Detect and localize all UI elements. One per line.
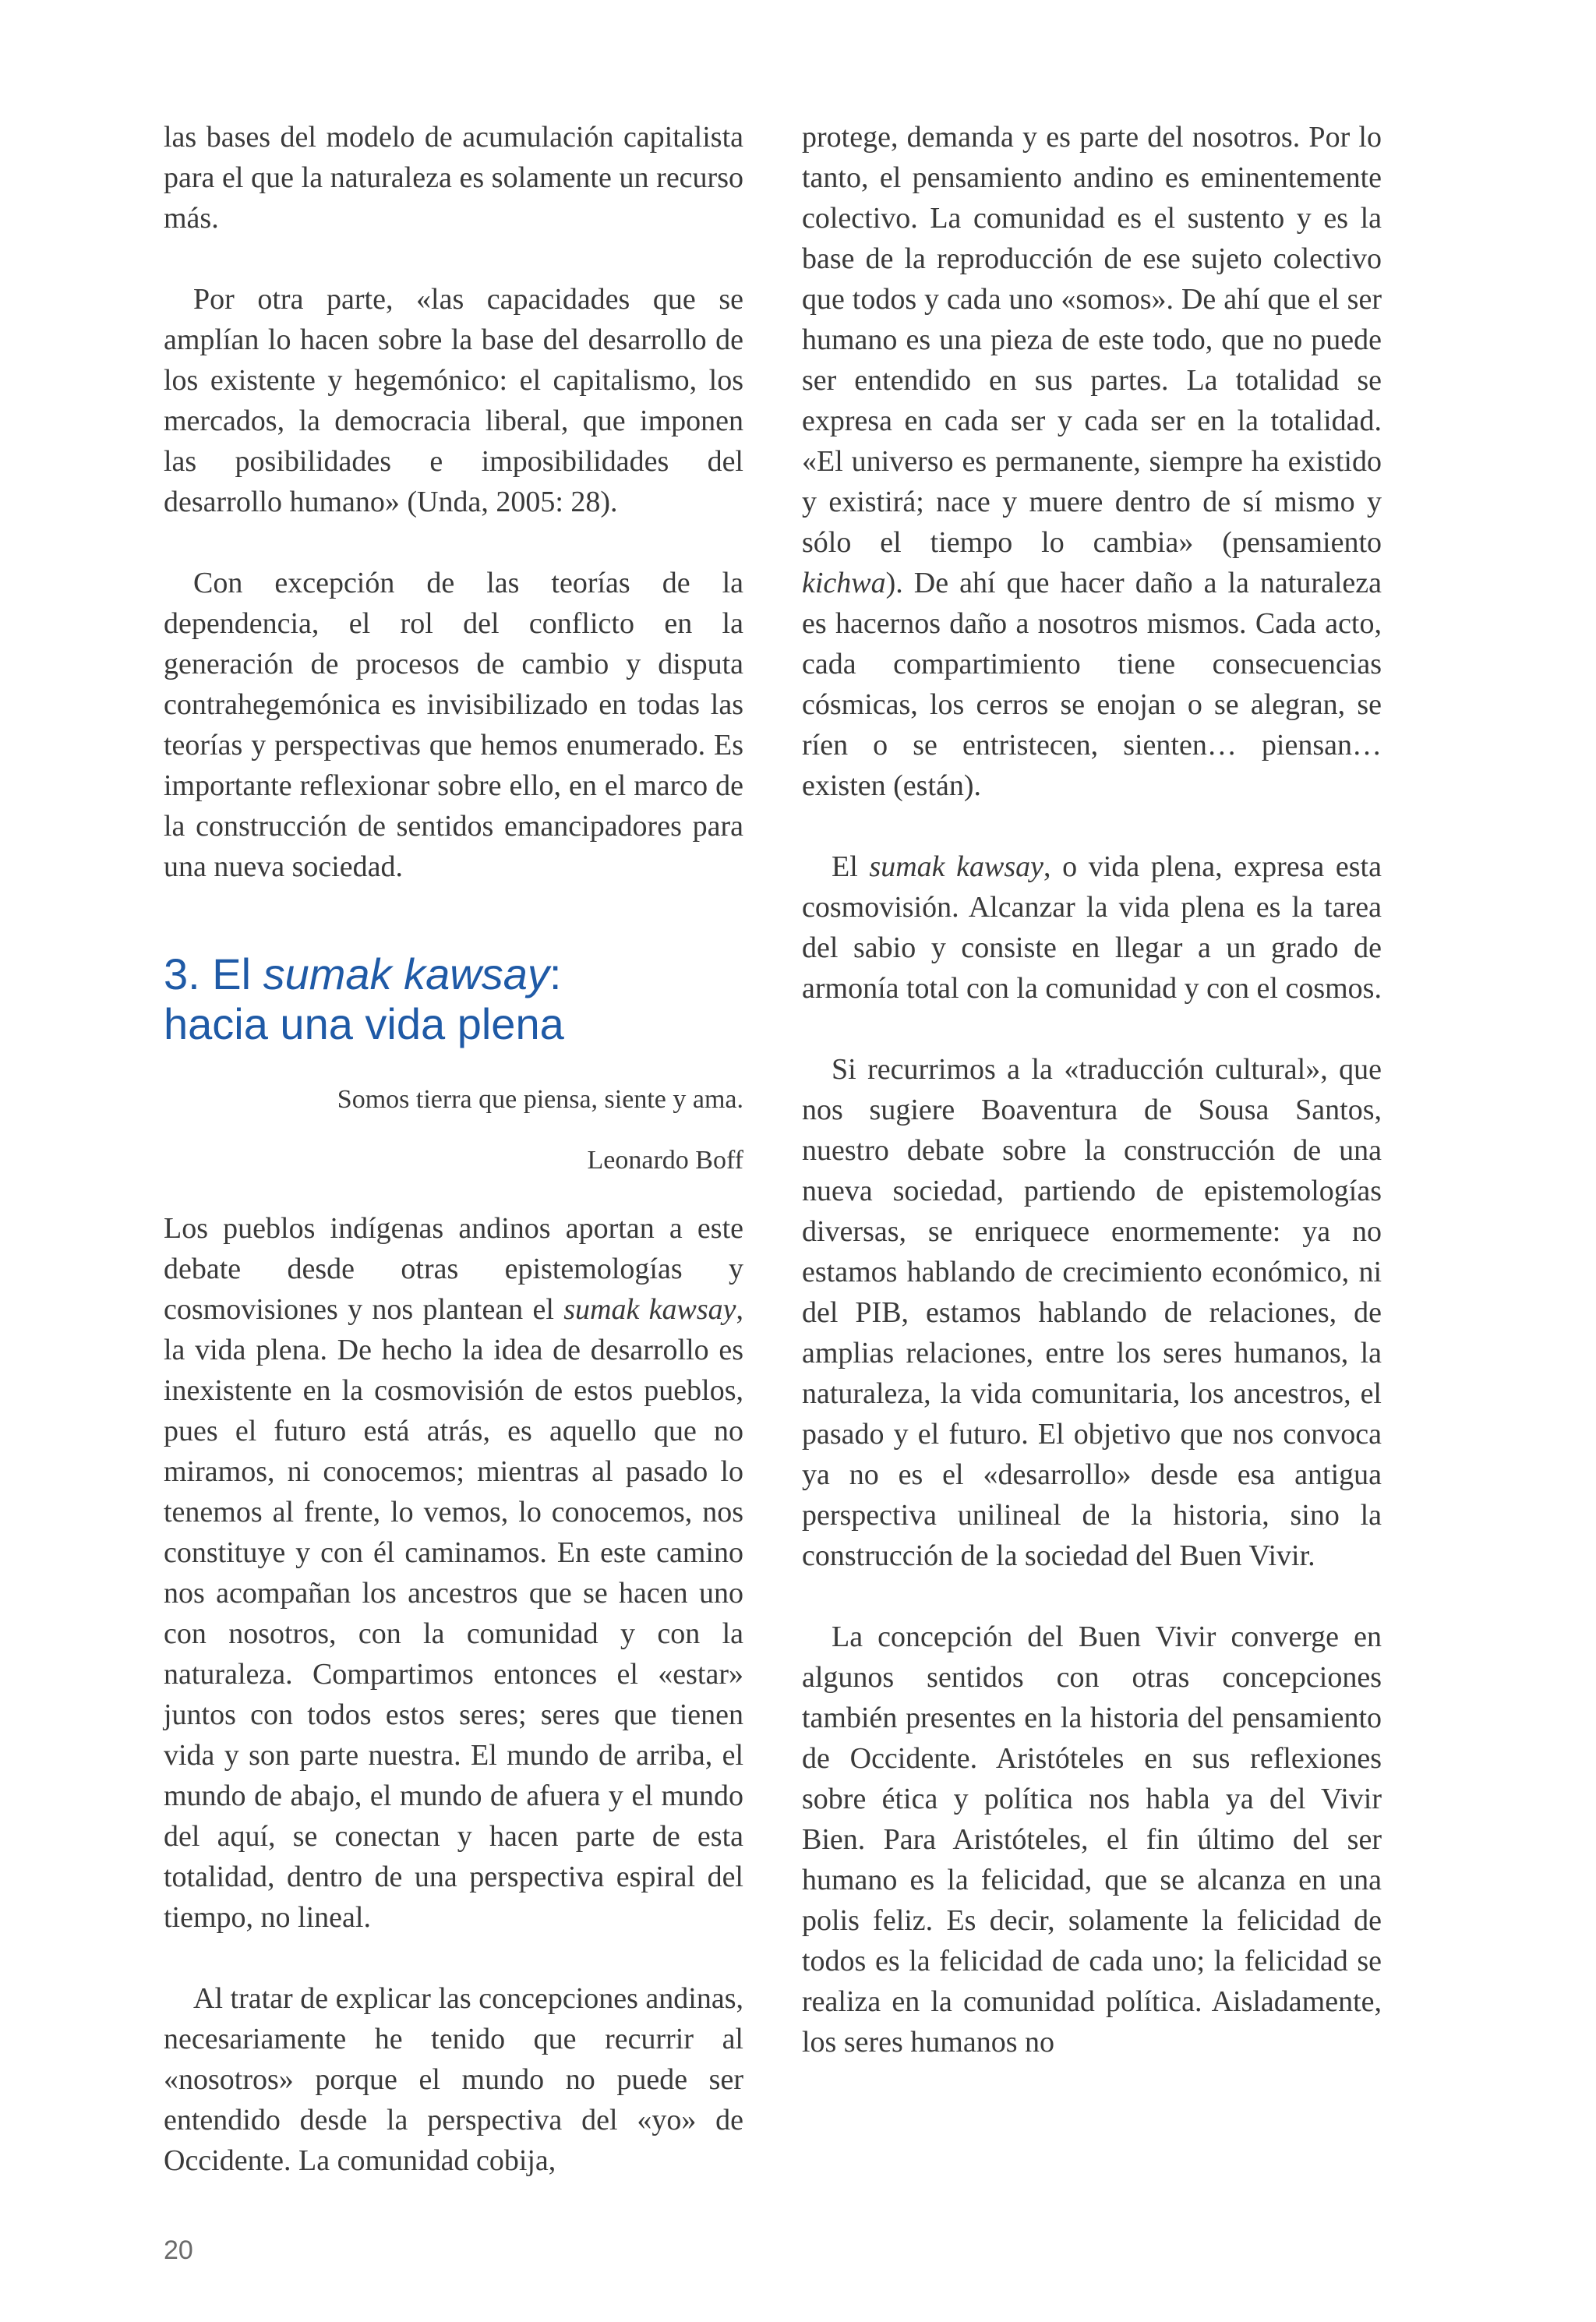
paragraph: Al tratar de explicar las concepciones andinas, necesariamente he tenido que recurrir al «nosotros» porque el mundo no puede ser entendido desde la perspectiva del «yo» de Occidente. La comunidad cobija,	[164, 1982, 743, 2177]
text-run: protege, demanda y es parte del nosotros. Por lo tanto, el pensamiento andino es eminentemente colectivo. La comunidad es el sustento y es la base de la reproducción de ese sujeto colectivo que todos y cada uno «somos». De ahí que el ser humano es una pieza de este todo, que no puede ser entendido en sus partes. La totalidad se expresa en cada ser y cada ser en la totalidad. «El universo es permanente, siempre ha existido y existirá; nace y muere dentro de sí mismo y sólo el tiempo lo cambia» (pensamiento	[802, 121, 1382, 559]
heading-suffix: :	[549, 949, 562, 998]
paragraph: Con excepción de las teorías de la dependencia, el rol del conflicto en la generación de procesos de cambio y disputa contrahegemónica es invisibilizado en todas las teorías y perspectivas que hemos enumerado. Es importante reflexionar sobre ello, en el marco de la construcción de sentidos emancipadores para una nueva sociedad.	[164, 567, 743, 883]
epigraph-quote: Somos tierra que piensa, siente y ama.	[337, 1085, 743, 1114]
text-run: , la vida plena. De hecho la idea de desarrollo es inexistente en la cosmovisión de estos pueblos, pues el futuro está atrás, es aquello que no miramos, ni conocemos; mientras al pasado lo tenemos al frente, lo vemos, lo conocemos, nos constituye y con él caminamos. En este camino nos acompañan los ancestros que se hacen uno con nosotros, con la comunidad y con la naturaleza. Compartimos entonces el «estar» juntos con todos estos seres; seres que tienen vida y son parte nuestra. El mundo de arriba, el mundo de abajo, el mundo de afuera y el mundo del aquí, se conectan y hacen parte de esta totalidad, dentro de una perspectiva espiral del tiempo, no lineal.	[164, 1293, 743, 1934]
italic-term: sumak kawsay	[869, 850, 1043, 883]
right-column	[802, 117, 1382, 2103]
section-heading	[164, 949, 743, 1049]
italic-term: kichwa	[802, 567, 886, 599]
text-run: Los pueblos indígenas andinos aportan a este debate desde otras epistemologías y cosmovisiones y nos plantean el	[164, 1212, 743, 1326]
paragraph	[802, 846, 1382, 1009]
paragraph: las bases del modelo de acumulación capitalista para el que la naturaleza es solamente un recurso más.	[164, 121, 743, 235]
heading-line-2: hacia una vida plena	[164, 999, 564, 1048]
page-number: 20	[164, 2235, 193, 2265]
paragraph: Si recurrimos a la «traducción cultural», que nos sugiere Boaventura de Sousa Santos, nuestro debate sobre la construcción de una nueva sociedad, partiendo de epistemologías diversas, se enriquece enormemente: ya no estamos hablando de crecimiento económico, ni del PIB, estamos hablando de relaciones, de amplias relaciones, entre los seres humanos, la naturaleza, la vida comunitaria, los ancestros, el pasado y el futuro. El objetivo que nos convoca ya no es el «desarrollo» desde esa antigua perspectiva unilineal de la historia, sino la construcción de la sociedad del Buen Vivir.	[802, 1053, 1382, 1572]
paragraph: La concepción del Buen Vivir converge en algunos sentidos con otras concepciones también presentes en la historia del pensamiento de Occidente. Aristóteles en sus reflexiones sobre ética y política nos habla ya del Vivir Bien. Para Aristóteles, el fin último del ser humano es la felicidad, que se alcanza en una polis feliz. Es decir, solamente la felicidad de todos es la felicidad de cada uno; la felicidad se realiza en la comunidad política. Aisladamente, los seres humanos no	[802, 1620, 1382, 2059]
italic-term: sumak kawsay	[563, 1293, 736, 1326]
text-run: El	[832, 850, 870, 883]
heading-italic: sumak kawsay	[263, 949, 549, 998]
heading-prefix: 3. El	[164, 949, 263, 998]
text-run: , o vida plena, expresa esta cosmovisión. Alcanzar la vida plena es la tarea del sabio y consiste en llegar a un grado de armonía total con la comunidad y con el cosmos.	[802, 850, 1382, 1005]
left-column	[164, 117, 743, 2221]
paragraph: Por otra parte, «las capacidades que se amplían lo hacen sobre la base del desarrollo de los existente y hegemónico: el capitalismo, los mercados, la democracia liberal, que imponen las posibilidades e imposibilidades del desarrollo humano» (Unda, 2005: 28).	[164, 283, 743, 518]
paragraph	[164, 1208, 743, 1938]
text-run: ). De ahí que hacer daño a la naturaleza es hacernos daño a nosotros mismos. Cada acto, cada compartimiento tiene consecuencias cósmicas, los cerros se enojan o se alegran, se ríen o se entristecen, sienten… piensan… existen (están).	[802, 567, 1382, 802]
paragraph	[802, 117, 1382, 806]
epigraph-author: Leonardo Boff	[587, 1146, 743, 1175]
